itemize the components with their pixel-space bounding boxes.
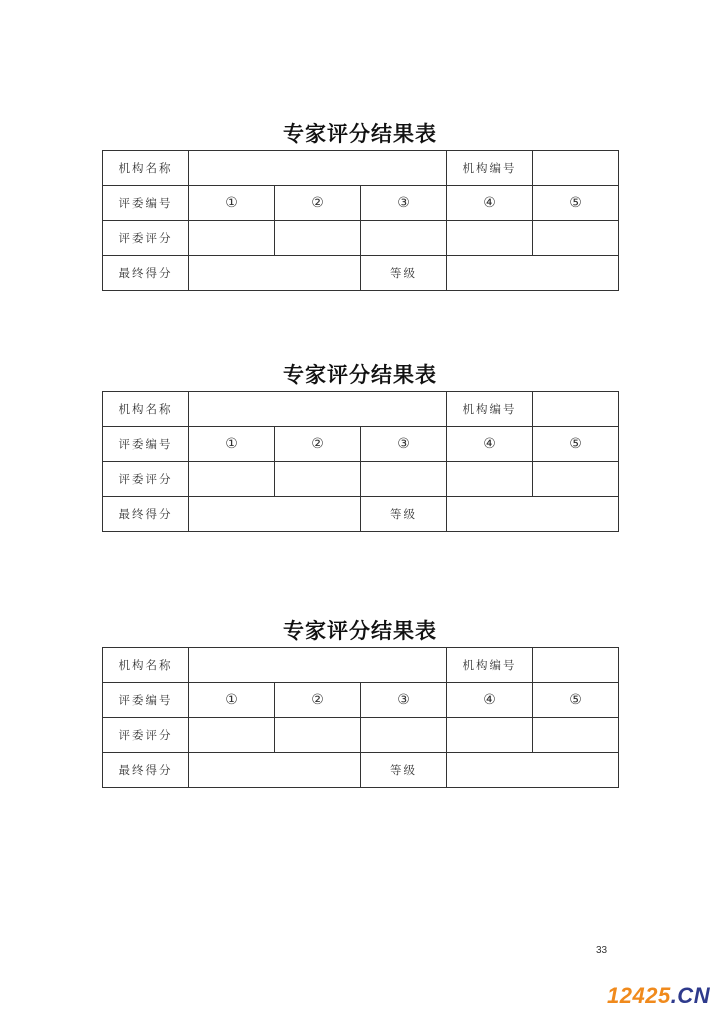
grade-label: 等级 [361,753,447,788]
judge-number-4: ④ [447,427,533,462]
judge-number-1: ① [189,186,275,221]
judge-score-field-2[interactable] [275,221,361,256]
judge-number-5: ⑤ [533,186,619,221]
judge-number-2: ② [275,683,361,718]
grade-field[interactable] [447,497,619,532]
institution-code-label: 机构编号 [447,392,533,427]
table-row [103,497,619,532]
institution-code-field[interactable] [533,392,619,427]
judge-number-2: ② [275,427,361,462]
judge-number-5: ⑤ [533,683,619,718]
final-score-field[interactable] [189,497,361,532]
institution-code-field[interactable] [533,648,619,683]
page-number: 33 [596,945,608,956]
table-row [103,392,619,427]
grade-label: 等级 [361,256,447,291]
watermark-number: 12425 [607,983,671,1008]
table-row [103,753,619,788]
institution-name-label: 机构名称 [103,392,189,427]
judge-score-field-3[interactable] [361,718,447,753]
final-score-field[interactable] [189,256,361,291]
judge-number-1: ① [189,683,275,718]
table-row [103,648,619,683]
final-score-label: 最终得分 [103,753,189,788]
judge-number-3: ③ [361,186,447,221]
judge-number-1: ① [189,427,275,462]
score-table [102,647,619,788]
judge-score-field-4[interactable] [447,718,533,753]
table-row [103,151,619,186]
final-score-label: 最终得分 [103,497,189,532]
judge-number-4: ④ [447,186,533,221]
table-row [103,683,619,718]
judge-number-4: ④ [447,683,533,718]
judge-score-field-4[interactable] [447,462,533,497]
table-row [103,221,619,256]
institution-name-field[interactable] [189,392,447,427]
judge-number-3: ③ [361,683,447,718]
score-table [102,150,619,291]
judge-score-label: 评委评分 [103,462,189,497]
judge-score-label: 评委评分 [103,718,189,753]
judge-number-2: ② [275,186,361,221]
judge-number-5: ⑤ [533,427,619,462]
institution-name-field[interactable] [189,648,447,683]
table-row [103,256,619,291]
judge-score-field-3[interactable] [361,462,447,497]
table-row [103,718,619,753]
judge-score-field-3[interactable] [361,221,447,256]
institution-name-label: 机构名称 [103,151,189,186]
final-score-field[interactable] [189,753,361,788]
judge-score-field-1[interactable] [189,718,275,753]
watermark-domain: .CN [670,983,711,1008]
score-table [102,391,619,532]
table-row [103,427,619,462]
grade-field[interactable] [447,753,619,788]
watermark-logo [607,983,710,1009]
judge-number-3: ③ [361,427,447,462]
judge-number-label: 评委编号 [103,186,189,221]
judge-score-field-2[interactable] [275,462,361,497]
form-title: 专家评分结果表 [283,362,437,387]
form-title: 专家评分结果表 [283,121,437,146]
judge-score-label: 评委评分 [103,221,189,256]
grade-field[interactable] [447,256,619,291]
table-row [103,186,619,221]
judge-score-field-5[interactable] [533,221,619,256]
institution-name-field[interactable] [189,151,447,186]
final-score-label: 最终得分 [103,256,189,291]
institution-name-label: 机构名称 [103,648,189,683]
judge-number-label: 评委编号 [103,683,189,718]
judge-score-field-1[interactable] [189,462,275,497]
judge-score-field-5[interactable] [533,718,619,753]
grade-label: 等级 [361,497,447,532]
judge-score-field-5[interactable] [533,462,619,497]
institution-code-field[interactable] [533,151,619,186]
institution-code-label: 机构编号 [447,151,533,186]
judge-score-field-1[interactable] [189,221,275,256]
judge-number-label: 评委编号 [103,427,189,462]
table-row [103,462,619,497]
judge-score-field-2[interactable] [275,718,361,753]
judge-score-field-4[interactable] [447,221,533,256]
institution-code-label: 机构编号 [447,648,533,683]
form-title: 专家评分结果表 [283,618,437,643]
